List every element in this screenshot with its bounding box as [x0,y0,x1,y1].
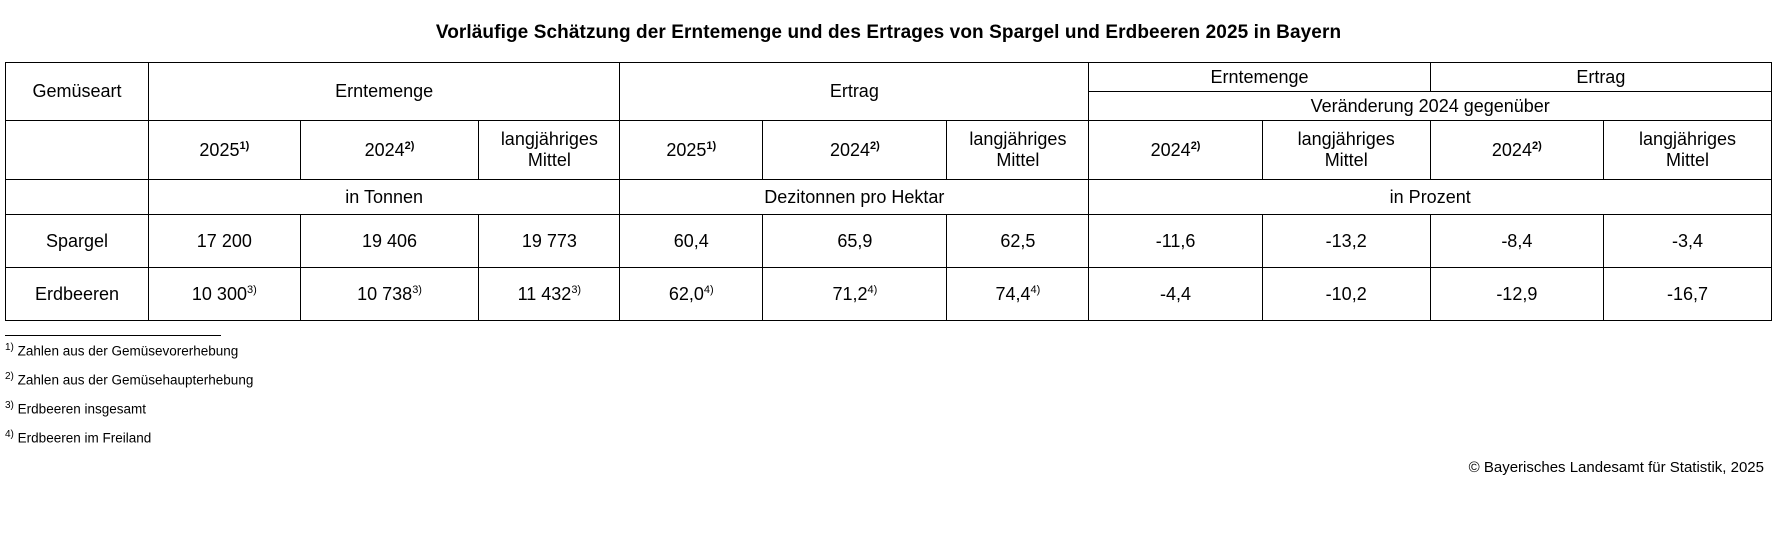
subheader-change-menge-mittel-line2: Mittel [1324,150,1368,170]
footnote-1-marker: 1) [5,342,14,353]
row-label-spargel: Spargel [6,215,149,268]
subheader-change-ertrag-mittel-line2: Mittel [1665,150,1709,170]
cell-sup: 4) [1030,283,1041,296]
footnote-4-text: Erdbeeren im Freiland [17,430,152,446]
cell-value: 10 300 [191,283,247,304]
cell-spargel-chg-menge-2024: -11,6 [1089,215,1262,268]
group-header-change-span: Veränderung 2024 gegenüber [1089,92,1772,121]
subheader-change-ertrag-mittel [1604,121,1772,180]
subheader-change-ertrag-2024 [1430,121,1603,180]
group-header-ertrag: Ertrag [620,63,1089,121]
unit-tonnen: in Tonnen [149,180,620,215]
footnote-4 [5,430,1772,445]
cell-value: 65,9 [837,230,873,251]
subheader-ertrag-2024-label: 2024 [829,139,870,160]
footnote-2-text: Zahlen aus der Gemüsehaupterhebung [17,372,254,388]
subheader-erntemenge-2024-sup: 2) [404,139,415,152]
cell-value: 19 773 [521,230,577,251]
cell-sup: 3) [571,283,582,296]
subheader-erntemenge-2024-label: 2024 [364,139,405,160]
cell-erdbeeren-chg-menge-mittel: -10,2 [1262,268,1430,321]
subheader-change-ertrag-2024-sup: 2) [1531,139,1542,152]
subheader-ertrag-2025-label: 2025 [666,139,707,160]
unit-corner-blank [6,180,149,215]
cell-value: 10 738 [357,283,413,304]
cell-erdbeeren-chg-menge-2024: -4,4 [1089,268,1262,321]
cell-erdbeeren-ertrag-2024 [763,268,947,321]
table-row [6,215,1772,268]
cell-value: 19 406 [362,230,418,251]
cell-sup: 4) [703,283,714,296]
footnote-3 [5,401,1772,416]
harvest-table [5,62,1772,321]
subheader-ertrag-mittel-line1: langjähriges [969,129,1067,150]
cell-erdbeeren-ertrag-2025 [620,268,763,321]
row-label-erdbeeren: Erdbeeren [6,268,149,321]
cell-spargel-chg-ertrag-2024: -8,4 [1430,215,1603,268]
subheader-change-ertrag-2024-label: 2024 [1491,139,1532,160]
cell-sup: 3) [412,283,422,296]
subheader-change-menge-mittel-line1: langjähriges [1297,129,1395,150]
subheader-ertrag-2025 [620,121,763,180]
subheader-erntemenge-mittel-line2: Mittel [527,150,571,170]
cell-value: 11 432 [517,283,572,304]
subheader-change-ertrag-mittel-line1: langjähriges [1638,129,1737,150]
cell-spargel-chg-ertrag-mittel: -3,4 [1604,215,1772,268]
cell-erdbeeren-chg-ertrag-mittel: -16,7 [1604,268,1772,321]
cell-value: 62,0 [668,283,704,304]
cell-spargel-ertrag-2024 [763,215,947,268]
cell-spargel-ertrag-mittel [947,215,1089,268]
group-header-change-ertrag: Ertrag [1430,63,1771,92]
subheader-change-menge-mittel [1262,121,1430,180]
cell-value: 60,4 [673,230,709,251]
cell-spargel-erntemenge-2024 [300,215,479,268]
cell-erdbeeren-erntemenge-mittel [479,268,620,321]
cell-value: 74,4 [995,283,1031,304]
cell-spargel-erntemenge-2025 [149,215,301,268]
header-row-subheaders [6,121,1772,180]
footnote-2-marker: 2) [5,371,14,382]
subheader-erntemenge-2025-label: 2025 [199,139,240,160]
subheader-erntemenge-2024 [300,121,479,180]
cell-sup: 4) [867,283,878,296]
subheader-ertrag-mittel [947,121,1089,180]
page-title: Vorläufige Schätzung der Erntemenge und des Ertrages von Spargel und Erdbeeren 2025 in Bayern [435,22,1342,43]
header-row-units [6,180,1772,215]
cell-spargel-ertrag-2025 [620,215,763,268]
footnote-divider [5,335,221,336]
subheader-ertrag-2024-sup: 2) [870,139,880,152]
subheader-change-menge-2024 [1089,121,1262,180]
cell-erdbeeren-chg-ertrag-2024: -12,9 [1430,268,1603,321]
cell-value: 17 200 [196,230,252,251]
header-row-groups [6,63,1772,92]
footnote-4-marker: 4) [5,429,14,440]
cell-erdbeeren-erntemenge-2024 [300,268,479,321]
footnote-3-text: Erdbeeren insgesamt [17,401,146,417]
subheader-erntemenge-2025 [149,121,301,180]
group-header-erntemenge: Erntemenge [149,63,620,121]
unit-dezitonnen: Dezitonnen pro Hektar [620,180,1089,215]
cell-sup: 3) [246,283,257,296]
corner-label: Gemüseart [6,63,149,121]
copyright-notice: © Bayerisches Landesamt für Statistik, 2025 [1468,459,1764,476]
subheader-change-menge-2024-label: 2024 [1150,139,1191,160]
cell-value: 62,5 [1000,230,1036,251]
group-header-change-erntemenge: Erntemenge [1089,63,1430,92]
unit-prozent: in Prozent [1089,180,1772,215]
corner-blank [6,121,149,180]
footnote-1-text: Zahlen aus der Gemüsevorerhebung [17,343,239,359]
cell-value: 71,2 [832,283,868,304]
table-row [6,268,1772,321]
subheader-erntemenge-mittel [479,121,620,180]
subheader-ertrag-2025-sup: 1) [706,139,717,152]
subheader-ertrag-2024 [763,121,947,180]
footnotes [5,335,1772,476]
cell-spargel-erntemenge-mittel [479,215,620,268]
subheader-erntemenge-mittel-line1: langjähriges [500,129,598,150]
subheader-erntemenge-2025-sup: 1) [239,139,250,152]
cell-erdbeeren-erntemenge-2025 [149,268,301,321]
footnote-2 [5,372,1772,387]
subheader-ertrag-mittel-line2: Mittel [996,150,1040,170]
cell-spargel-chg-menge-mittel: -13,2 [1262,215,1430,268]
cell-erdbeeren-ertrag-mittel [947,268,1089,321]
subheader-change-menge-2024-sup: 2) [1190,139,1201,152]
footnote-1 [5,343,1772,358]
footnote-3-marker: 3) [5,400,14,411]
